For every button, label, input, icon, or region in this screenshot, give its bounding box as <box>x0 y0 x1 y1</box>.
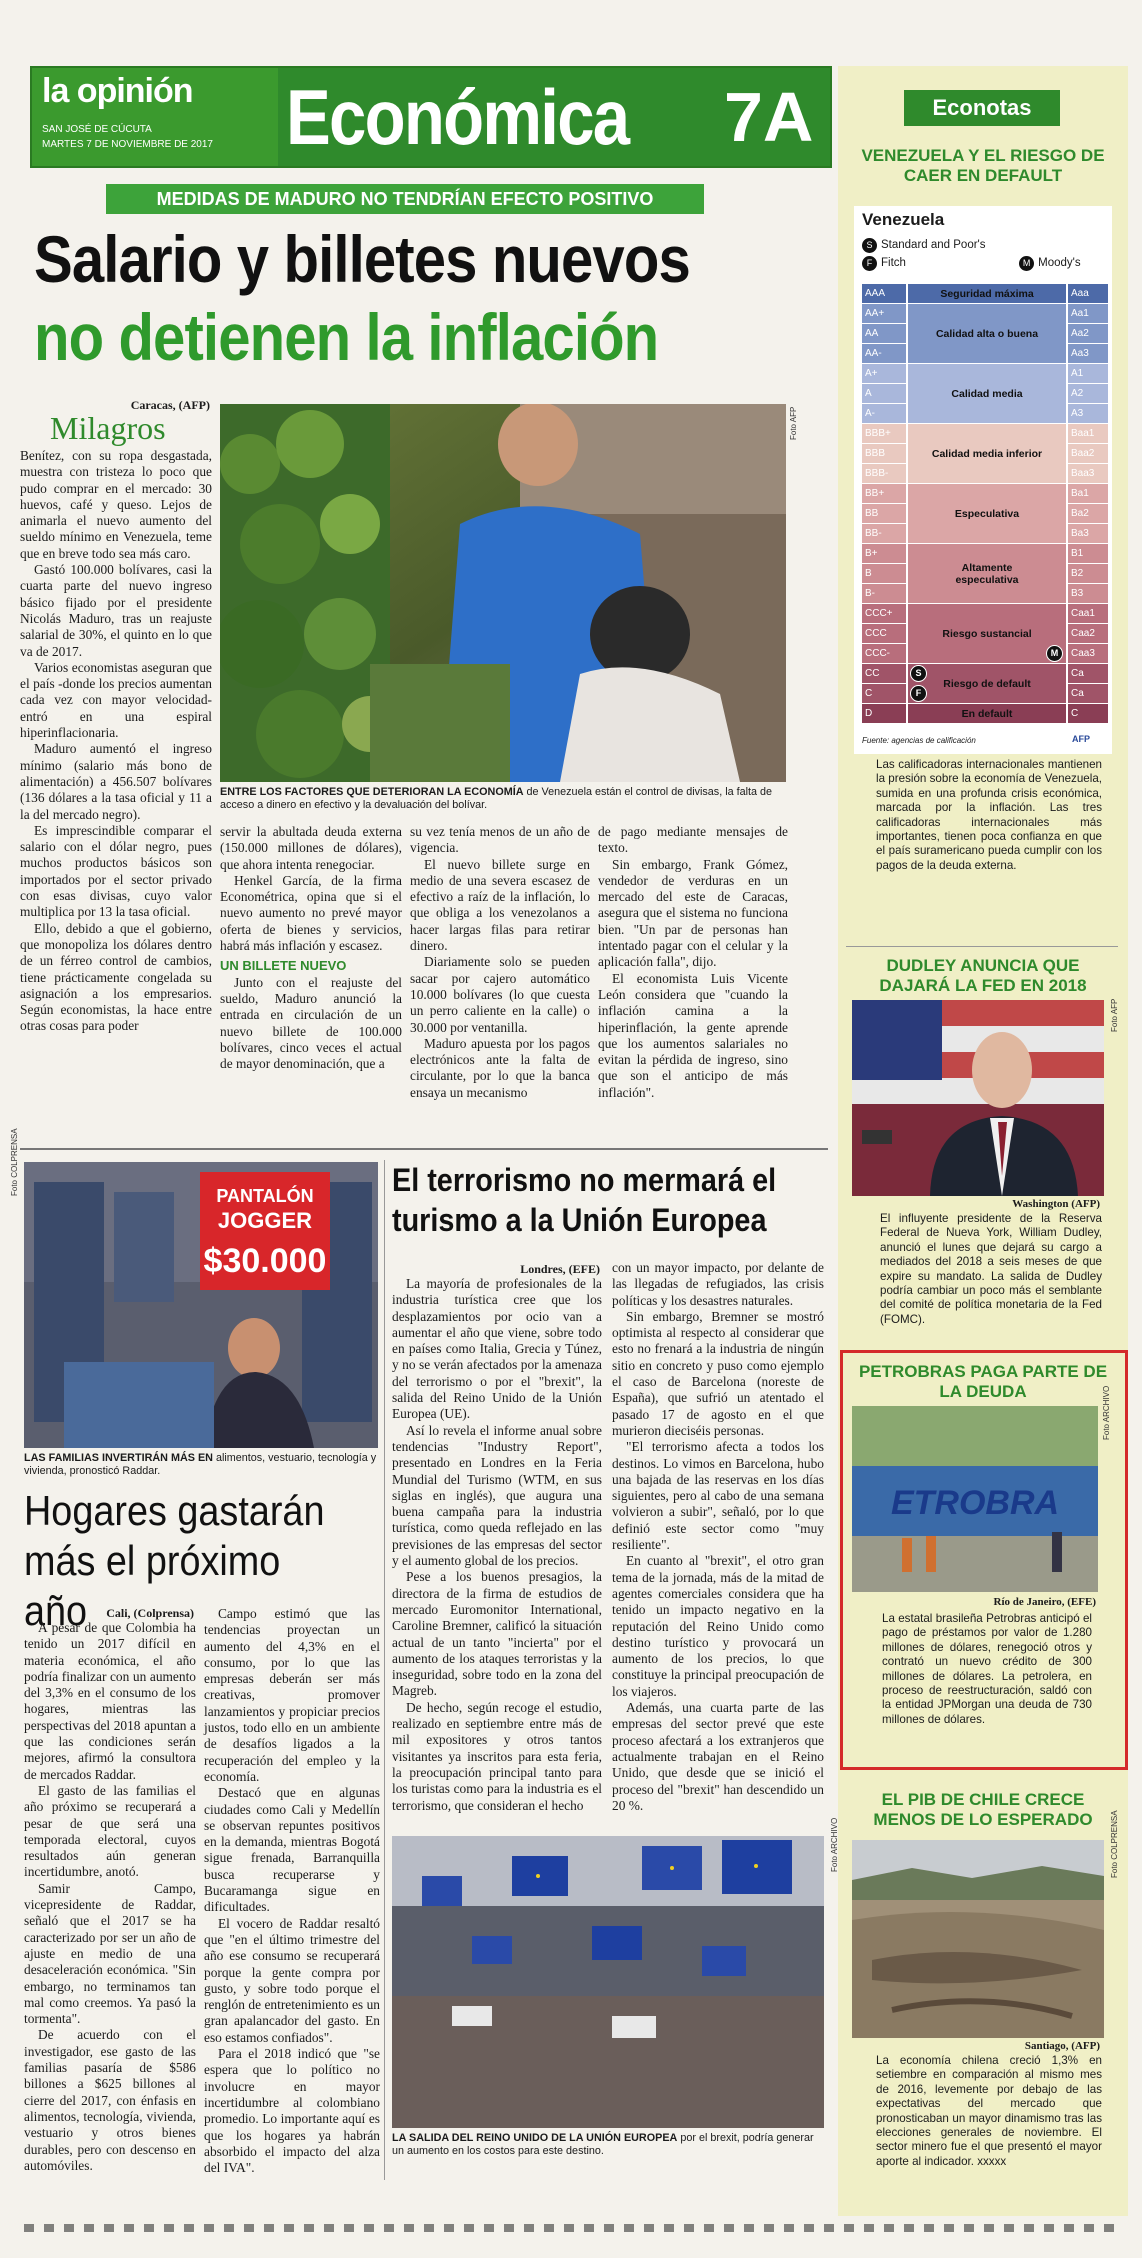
rating-sp-cell: BBB- <box>862 464 906 483</box>
rating-sp-cell: BB+ <box>862 484 906 503</box>
econotas-title: VENEZUELA Y EL RIESGO DE CAER EN DEFAULT <box>861 146 1105 185</box>
store-photo <box>24 1162 378 1448</box>
lead-paragraph: Henkel García, de la firma Econométrica, opina que si el nuevo aumento no prevé mayor oferta de bienes y servicios, habrá más inflación y escasez. <box>220 872 402 954</box>
rating-sp-cell: BB <box>862 504 906 523</box>
store-caption-bold: LAS FAMILIAS INVERTIRÁN MÁS EN <box>24 1452 213 1464</box>
lead-column-4 <box>598 824 788 1101</box>
sidebar-divider <box>846 946 1118 947</box>
rating-moody-cell: A2 <box>1068 384 1108 403</box>
terrorismo-column-1 <box>392 1276 602 1814</box>
hogares-paragraph: Destacó que en algunas ciudades como Cali y Medellín se observan repuntes positivos en la demanda, mientras Bogotá sigue frenada, Barranquilla busca recuperarse y Bucaramanga sigue en dificultades. <box>204 1785 380 1915</box>
lead-headline-2: no detienen la inflación <box>34 300 659 374</box>
rating-sp-cell: AA <box>862 324 906 343</box>
rating-band: Especulativa <box>908 484 1066 543</box>
petrobras-title: PETROBRAS PAGA PARTE DE LA DEUDA <box>858 1362 1108 1401</box>
terrorismo-paragraph: La mayoría de profesionales de la industria turística cree que los desplazamientos por ocio van a aumentar el año que viene, sobre todo en países como Italia, Grecia y Túnez, y no se verán afectados por la amenaza del terrorismo o por el "brexit", la salida del Reino Unido de la Unión Europea (UE). <box>392 1276 602 1422</box>
rating-moody-cell: Caa1 <box>1068 604 1108 623</box>
lead-paragraph: Diariamente solo se pueden sacar por cajero automático 10.000 bolívares (lo que cuesta un perro caliente en la calle) o 30.000 por ventanilla. <box>410 954 590 1035</box>
rating-band: Riesgo sustancial <box>908 604 1066 663</box>
terrorismo-column-2 <box>612 1260 824 1814</box>
lead-paragraph: Es imprescindible comparar el salario con el dólar negro, pues muchos productos básicos son importados por el sector privado con esas divisas, cuyo valor multiplica por 13 la tasa oficial. <box>20 822 212 920</box>
rating-agency: AFP <box>1072 734 1090 744</box>
petrobras-photo <box>852 1406 1098 1592</box>
rating-sp-cell: B- <box>862 584 906 603</box>
econotas-label: Econotas <box>904 90 1060 126</box>
rating-marker-icon: S <box>910 665 927 682</box>
lead-paragraph: Gastó 100.000 bolívares, casi la cuarta parte del nuevo ingreso básico fijado por el presidente Nicolás Maduro, tras un reajuste salarial de 30%, el quinto en lo que va de 2017. <box>20 562 212 659</box>
rating-moody-cell: Aaa <box>1068 284 1108 303</box>
masthead-city: SAN JOSÉ DE CÚCUTA <box>42 124 152 135</box>
hogares-paragraph: El gasto de las familias el año próximo se recuperará a pesar de que será una temporada electoral, cuyos resultados aún generan incertidumbre, anotó. <box>24 1782 196 1880</box>
rating-moody-cell: Caa3 <box>1068 644 1108 663</box>
lead-paragraph: Varios economistas aseguran que el país -donde los precios aumentan cada vez con mayor velocidad- entró en una espiral hiperinflacionaria. <box>20 659 212 741</box>
rating-sp-cell: BBB+ <box>862 424 906 443</box>
chile-photo <box>852 1840 1104 2038</box>
rating-marker-icon: M <box>1046 645 1063 662</box>
rating-sp-cell: CCC- <box>862 644 906 663</box>
hogares-column-1 <box>24 1620 196 2174</box>
hogares-dateline: Cali, (Colprensa) <box>106 1606 194 1620</box>
rating-band: Riesgo de default <box>908 664 1066 703</box>
rating-sp-cell: A+ <box>862 364 906 383</box>
rating-marker-icon: F <box>910 685 927 702</box>
lead-paragraph: Ello, debido a que el gobierno, que monopoliza los dólares dentro de un férreo control de cambios, tiene prácticamente congelada su asignación a los empresarios. Según economistas, la hace entre otras cosas para poder <box>20 920 212 1034</box>
dudley-body: El influyente presidente de la Reserva Federal de Nueva York, William Dudley, anunció el lunes que dejará su cargo a mediados del 2018 a seis meses de que expire su mandato. La salida de Dudley podría cambiar un poco más el semblante del comité de política monetaria de la Fed (FOMC). <box>880 1212 1102 1326</box>
lead-column-2 <box>220 824 402 1072</box>
lead-dateline: Caracas, (AFP) <box>130 398 210 412</box>
hogares-paragraph: Para el 2018 indicó que "se espera que lo político no involucre en mayor incertidumbre al colombiano promedio. Lo importante aquí es que los hogares ya habrán absorbido el impacto del alza del IVA". <box>204 2046 380 2176</box>
legend-fitch-name: Fitch <box>881 257 906 269</box>
brand-logo: la opinión <box>42 72 193 110</box>
chile-photo-art <box>852 1840 1104 2038</box>
lead-kicker: MEDIDAS DE MADURO NO TENDRÍAN EFECTO POSITIVO <box>106 184 704 214</box>
lead-paragraph: Maduro aumentó el ingreso mínimo (salario más bono de alimentación) a 456.507 bolívares (136 dólares a la tasa oficial y 11 a la del mercado negro). <box>20 741 212 822</box>
rating-band: Altamente especulativa <box>908 544 1066 603</box>
lead-subhead: UN BILLETE NUEVO <box>220 958 347 974</box>
terrorismo-paragraph: Además, una cuarta parte de las empresas del sector prevé que este proceso afectará a los extranjeros que actualmente trabajan en el Reino Unido, que desde que se inició el proceso del "brexit" han descendido un 20 %. <box>612 1700 824 1813</box>
registration-bar <box>24 2224 1120 2232</box>
rating-sp-cell: B <box>862 564 906 583</box>
rating-sp-cell: BBB <box>862 444 906 463</box>
market-photo-art <box>220 404 786 782</box>
rating-sp-cell: A <box>862 384 906 403</box>
store-photo-caption <box>24 1452 378 1478</box>
masthead-date: MARTES 7 DE NOVIEMBRE DE 2017 <box>42 139 213 150</box>
hogares-paragraph: Samir Campo, vicepresidente de Raddar, señaló que el 2017 se ha caracterizado por ser un año de ajuste en medio de una desaceleración económica. "Sin embargo, no terminamos tan mal como creemos. Ya pasó la tormenta". <box>24 1880 196 2027</box>
rating-moody-cell: Aa1 <box>1068 304 1108 323</box>
fitch-badge-icon: F <box>862 256 877 271</box>
chile-photo-credit: Foto COLPRENSA <box>1110 1810 1119 1878</box>
lead-paragraph: su vez tenía menos de un año de vigencia. <box>410 824 590 856</box>
rating-moody-cell: C <box>1068 704 1108 723</box>
terrorismo-paragraph: Así lo revela el informe anual sobre tendencias "Industry Report", presentado en Londres en la Feria Mundial del Turismo (WTM, en sus siglas en inglés), que augura una buena campaña para la industria turística, como queda reflejado en las previsiones de las empresas del sector y el aumento global de los precios. <box>392 1422 602 1569</box>
rating-band: En default <box>908 704 1066 723</box>
terrorismo-paragraph: Sin embargo, Bremner se mostró optimista al respecto al considerar que esto no frenará a la industria de ningún sitio en concreto y puso como ejemplo el caso de Barcelona (noreste de España), que sufrió un atentado el pasado 17 de agosto en el que murieron dieciséis personas. <box>612 1308 824 1438</box>
hogares-paragraph: Campo estimó que las tendencias proyectan un aumento del 4,3% en el consumo, por lo que las empresas deberán ser más creativas, promover lanzamientos y propiciar precios justos, todo ello en un ambiente de desafíos ligados a la recuperación del empleo y la economía. <box>204 1606 380 1784</box>
rating-sp-cell: CCC <box>862 624 906 643</box>
lead-column-3 <box>410 824 590 1101</box>
rating-band: Calidad media inferior <box>908 424 1066 483</box>
rating-moody-cell: Baa3 <box>1068 464 1108 483</box>
rating-moody-cell: Ca <box>1068 684 1108 703</box>
moody-badge-icon: M <box>1019 256 1034 271</box>
lead-headline-1: Salario y billetes nuevos <box>34 222 690 296</box>
brexit-caption-rest: por el brexit, podría generar un aumento en los costos para este destino. <box>392 2132 814 2157</box>
legend-sp-name: Standard and Poor's <box>881 239 986 251</box>
rating-moody-cell: Baa2 <box>1068 444 1108 463</box>
store-photo-art <box>24 1162 378 1448</box>
rating-sp-cell: B+ <box>862 544 906 563</box>
legend-moody-name: Moody's <box>1038 257 1081 269</box>
rating-sp-cell: CC <box>862 664 906 683</box>
petrobras-dateline: Río de Janeiro, (EFE) <box>993 1596 1096 1608</box>
rating-moody-cell: Ba1 <box>1068 484 1108 503</box>
rating-sp-cell: C <box>862 684 906 703</box>
lead-paragraph: Maduro apuesta por los pagos electrónicos ante la falta de circulante, por lo que la banca ensaya un mecanismo <box>410 1035 590 1100</box>
rating-grid <box>862 284 1108 724</box>
rating-sp-cell: AAA <box>862 284 906 303</box>
lead-paragraph: Junto con el reajuste del sueldo, Maduro anunció la entrada en circulación de un nuevo billete de 100.000 bolívares, cinco veces el actual de mayor denominación, que a <box>220 974 402 1072</box>
section-title: Económica <box>286 73 629 161</box>
rating-source: Fuente: agencias de calificación <box>862 736 976 745</box>
lead-paragraph: servir la abultada deuda externa (150.000 millones de dólares), que ahora intenta renegociar. <box>220 824 402 872</box>
legend-fitch-moody <box>862 254 1112 272</box>
terrorismo-paragraph: "El terrorismo afecta a todos los destinos. Lo vimos en Barcelona, hubo una bajada de las reservas en los días siguientes, pero al cabo de una semana volvieron a subir", señaló, por lo que definió este sector como "muy resiliente". <box>612 1439 824 1553</box>
dudley-dateline: Washington (AFP) <box>1012 1198 1100 1210</box>
brexit-photo-caption <box>392 2132 824 2158</box>
dudley-photo-art <box>852 1000 1104 1196</box>
column-rule <box>384 1160 385 2180</box>
chile-body: La economía chilena creció 1,3% en setiembre en comparación al mismo mes de 2016, levemente por debajo de las expectativas del mercado que pronosticaban un mayor dinamismo tras las elecciones generales de noviembre. El sector minero fue el que presentó el mayor aporte al indicador. xxxxx <box>876 2054 1102 2168</box>
rating-sp-cell: A- <box>862 404 906 423</box>
terrorismo-headline: El terrorismo no mermará el turismo a la Unión Europea <box>392 1162 777 1238</box>
rating-moody-cell: Ba2 <box>1068 504 1108 523</box>
lead-photo-credit: Foto AFP <box>789 406 798 440</box>
rating-sp-cell: AA+ <box>862 304 906 323</box>
rating-moody-cell: Aa2 <box>1068 324 1108 343</box>
hogares-paragraph: De acuerdo con el investigador, ese gasto de las familias pasaría de $586 billones a $625 billones al cierre del 2017, con énfasis en alimentos, tecnología, vivienda, vestuario y otros bienes durables, pero con descenso en automóviles. <box>24 2027 196 2173</box>
rating-band: Calidad media <box>908 364 1066 423</box>
lead-paragraph: El nuevo billete surge en medio de una severa escasez de efectivo a raíz de la inflación, lo que obliga a los venezolanos a hacer largas filas para retirar dinero. <box>410 856 590 954</box>
terrorismo-paragraph: En cuanto al "brexit", el otro gran tema de la jornada, más de la mitad de agentes comerciales considera que ha tenido un impacto negativo en la reputación del Reino Unido como destino turístico y provocará un aumento de los precios, lo que constituye la principal preocupación de los viajeros. <box>612 1553 824 1699</box>
store-photo-credit: Foto COLPRENSA <box>10 1128 19 1196</box>
rating-chart <box>854 206 1112 754</box>
petrobras-photo-art <box>852 1406 1098 1592</box>
petrobras-body: La estatal brasileña Petrobras anticipó el pago de préstamos por valor de 1.280 millones de dólares, renegoció otros y contrató un nuevo crédito de 300 millones de dólares. La petrolera, en proceso de reestructuración, saldó con la entidad JPMorgan una deuda de 730 millones de dólares. <box>882 1612 1092 1726</box>
hogares-paragraph: A pesar de que Colombia ha tenido un 2017 difícil en materia económica, el año podría finalizar con un aumento del 3,3% en el consumo de los hogares, mientras las perspectivas del 2018 apuntan a que las condiciones serán mejores, afirmó la consultora de mercados Raddar. <box>24 1620 196 1782</box>
lead-caption-bold: ENTRE LOS FACTORES QUE DETERIORAN LA ECONOMÍA <box>220 786 524 798</box>
lead-paragraph: El economista Luis Vicente León considera que "cuando la inflación camina a la hiperinflación, la gente aprende que los aumentos salariales no evitan la pérdida de ingreso, sino que son el anticipo de más inflación". <box>598 970 788 1100</box>
rating-moody-cell: B3 <box>1068 584 1108 603</box>
lead-paragraph: de pago mediante mensajes de texto. <box>598 824 788 856</box>
rating-band: Calidad alta o buena <box>908 304 1066 363</box>
rating-legend <box>862 236 1112 272</box>
lead-dropcap: Milagros <box>50 410 166 446</box>
page-number: 7A <box>724 78 814 156</box>
rating-moody-cell: Aa3 <box>1068 344 1108 363</box>
dudley-photo-credit: Foto AFP <box>1110 998 1119 1032</box>
rating-moody-cell: B2 <box>1068 564 1108 583</box>
hogares-paragraph: El vocero de Raddar resaltó que "en el último trimestre del año ese consumo se recuperará porque la gente compra por gusto, y sobre todo porque el renglón de entretenimiento es un gran apalancador del gasto. En eso estamos confiados". <box>204 1915 380 2045</box>
rating-sp-cell: BB- <box>862 524 906 543</box>
rating-sp-cell: D <box>862 704 906 723</box>
rating-moody-cell: Caa2 <box>1068 624 1108 643</box>
rating-sp-cell: AA- <box>862 344 906 363</box>
rating-moody-cell: Ba3 <box>1068 524 1108 543</box>
lead-paragraph: Benítez, con su ropa desgastada, muestra con tristeza lo poco que pudo comprar en el mercado: 30 huevos, café y queso. Lejos de animarla el nuevo aumento del sueldo mínimo en Venezuela, teme que en breve todo sea más caro. <box>20 448 212 561</box>
rating-moody-cell: A1 <box>1068 364 1108 383</box>
petrobras-photo-credit: Foto ARCHIVO <box>1102 1385 1111 1440</box>
lead-paragraph: Sin embargo, Frank Gómez, vendedor de verduras en un mercado del este de Caracas, asegura que el sistema no funciona bien. "Un par de personas han intentado pagar con el celular y la aplicación falla", dijo. <box>598 856 788 970</box>
brexit-photo-credit: Foto ARCHIVO <box>830 1817 839 1872</box>
terrorismo-paragraph: Pese a los buenos presagios, la directora de la firma de estudios de mercado Euromonitor International, Caroline Bremner, calificó la situación actual de un tanto "incierta" por el aumento de los ataques terroristas y la inseguridad, sobre todo en la zona del Magreb. <box>392 1569 602 1699</box>
rating-moody-cell: A3 <box>1068 404 1108 423</box>
store-sign-line-2: JOGGER <box>217 1208 313 1233</box>
lead-photo-caption <box>220 786 786 812</box>
dudley-photo <box>852 1000 1104 1196</box>
chile-title: EL PIB DE CHILE CRECE MENOS DE LO ESPERADO <box>873 1790 1093 1829</box>
store-sign-line-3: $30.000 <box>203 1242 327 1280</box>
terrorismo-paragraph: con un mayor impacto, por delante de las llegadas de refugiados, las crisis políticas y los desastres naturales. <box>612 1260 824 1308</box>
econotas-body: Las calificadoras internacionales mantienen la presión sobre la economía de Venezuela, sumida en una profunda crisis económica, marcada por la inflación. Las tres calificadoras internacionales más importantes, tienen poca confianza en que el país suramericano pueda cumplir con los pagos de la deuda externa. <box>876 758 1102 872</box>
dudley-title: DUDLEY ANUNCIA QUE DAJARÁ LA FED EN 2018 <box>879 956 1087 995</box>
store-sign-line-1: PANTALÓN <box>216 1186 314 1206</box>
rating-sp-cell: CCC+ <box>862 604 906 623</box>
brexit-caption-bold: LA SALIDA DEL REINO UNIDO DE LA UNIÓN EUROPEA <box>392 2132 678 2144</box>
legend-sp <box>862 236 1112 254</box>
rating-chart-title: Venezuela <box>862 210 945 229</box>
store-caption-rest: alimentos, vestuario, tecnología y vivienda, pronosticó Raddar. <box>24 1452 377 1477</box>
rating-band: Seguridad máxima <box>908 284 1066 303</box>
market-photo <box>220 404 786 782</box>
petrobras-sign: ETROBRA <box>890 1484 1060 1522</box>
lead-caption-rest: de Venezuela están el control de divisas, la falta de acceso a dinero en efectivo y la devaluación del bolívar. <box>220 786 773 811</box>
lead-column-1 <box>20 448 212 1035</box>
brexit-photo <box>392 1836 824 2128</box>
hogares-headline: Hogares gastarán más el próximo año <box>24 1487 325 1634</box>
rating-moody-cell: B1 <box>1068 544 1108 563</box>
lead-divider <box>20 1148 828 1150</box>
terrorismo-dateline: Londres, (EFE) <box>520 1262 600 1276</box>
hogares-column-2 <box>204 1606 380 2176</box>
sp-badge-icon: S <box>862 238 877 253</box>
terrorismo-paragraph: De hecho, según recoge el estudio, realizado en septiembre entre más de mil expositores y otros tantos visitantes ya inscritos para esta feria, la preocupación principal tanto para los turistas como para la industria es el terrorismo, que consideran el hecho <box>392 1699 602 1813</box>
rating-moody-cell: Baa1 <box>1068 424 1108 443</box>
rating-moody-cell: Ca <box>1068 664 1108 683</box>
brexit-photo-art <box>392 1836 824 2128</box>
chile-dateline: Santiago, (AFP) <box>1024 2040 1100 2052</box>
masthead <box>30 66 832 168</box>
